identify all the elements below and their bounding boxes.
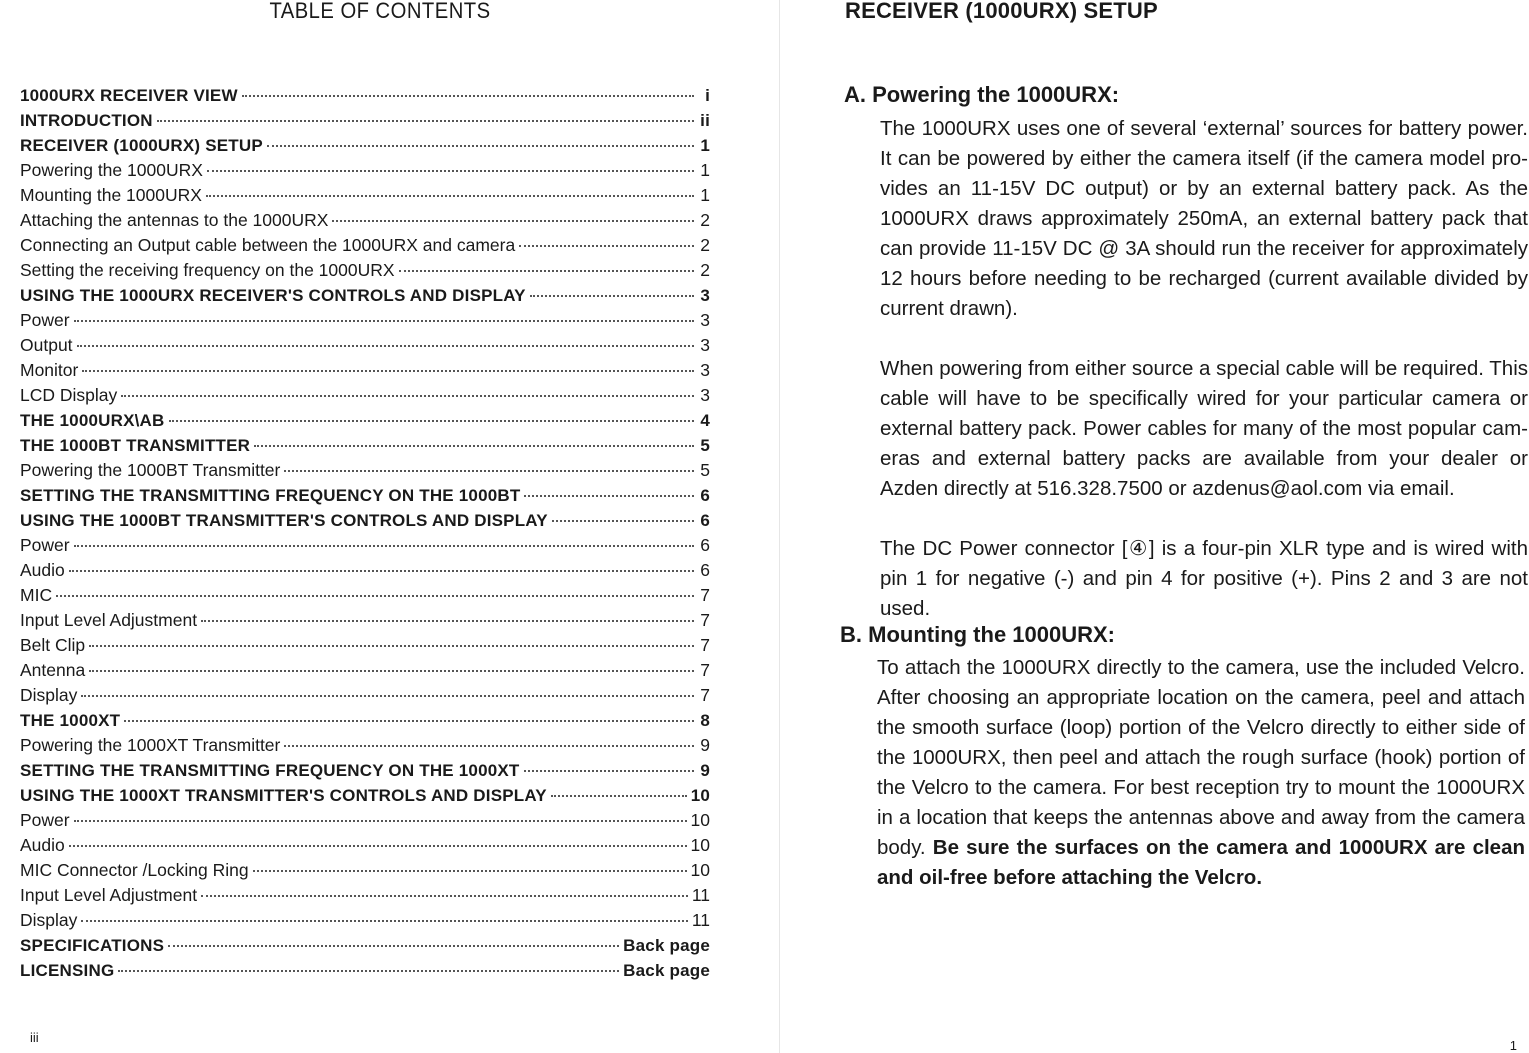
toc-leader-dots: [118, 969, 619, 972]
toc-leader-dots: [77, 344, 694, 347]
toc-entry-page: 5: [700, 460, 710, 480]
toc-entry: [20, 908, 710, 933]
toc-entry-label: Antenna: [20, 660, 86, 680]
toc-entry-page: 9: [700, 735, 710, 755]
toc-entry: [20, 133, 710, 158]
section-a-paragraph-1: The 1000URX uses one of several ‘external’ sources for battery power. It can be powered by either the camera itself (if the camera model pro-vides an 11-15V DC output) or by an external battery pack. As the 1000URX draws approximately 250mA, an external battery pack that can provide 11-15V DC @ 3A should run the receiver for approximately 12 hours before needing to be recharged (current available divided by current drawn).: [880, 117, 1528, 320]
toc-leader-dots: [332, 219, 694, 222]
page-number-left: iii: [30, 1030, 39, 1045]
toc-entry-page: 10: [690, 835, 710, 855]
toc-entry-label: Audio: [20, 835, 65, 855]
toc-entry: [20, 508, 710, 533]
toc-entry-label: THE 1000BT TRANSMITTER: [20, 436, 251, 455]
toc-entry: [20, 258, 710, 283]
toc-entry: [20, 633, 710, 658]
toc-leader-dots: [121, 394, 694, 397]
toc-entry-label: Attaching the antennas to the 1000URX: [20, 210, 329, 230]
toc-entry-label: THE 1000XT: [20, 711, 121, 730]
toc-entry: [20, 658, 710, 683]
toc-entry-page: i: [705, 86, 710, 105]
toc-entry-page: 6: [700, 486, 710, 505]
toc-entry: [20, 933, 710, 958]
toc-entry-page: 10: [690, 810, 710, 830]
toc-entry-label: Display: [20, 685, 78, 705]
toc-entry-page: 6: [700, 560, 710, 580]
toc-entry-label: Powering the 1000URX: [20, 160, 203, 180]
toc-entry-page: 7: [700, 685, 710, 705]
toc-entry: [20, 808, 710, 833]
toc-entry: [20, 883, 710, 908]
section-b-paragraph: [877, 653, 1525, 893]
toc-leader-dots: [254, 444, 694, 447]
toc-entry: [20, 608, 710, 633]
toc-entry-label: LCD Display: [20, 385, 118, 405]
toc-leader-dots: [519, 244, 694, 247]
toc-entry: [20, 833, 710, 858]
toc-entry: [20, 433, 710, 458]
toc-leader-dots: [169, 419, 694, 422]
toc-leader-dots: [524, 494, 694, 497]
toc-entry: [20, 208, 710, 233]
toc-leader-dots: [284, 744, 694, 747]
toc-leader-dots: [399, 269, 694, 272]
toc-entry-page: 7: [700, 610, 710, 630]
toc-leader-dots: [56, 594, 694, 597]
right-page: [780, 0, 1529, 1053]
toc-leader-dots: [524, 769, 694, 772]
toc-entry-page: 11: [691, 885, 710, 905]
section-a-paragraph-3: The DC Power connector [④] is a four-pin XLR type and is wired with pin 1 for negative (-) and pin 4 for positive (+). Pins 2 and 3 are not used.: [880, 537, 1528, 620]
toc-entry-page: 10: [690, 786, 710, 805]
toc-leader-dots: [168, 944, 619, 947]
toc-leader-dots: [201, 619, 694, 622]
toc-entry-label: Connecting an Output cable between the 1000URX and camera: [20, 235, 516, 255]
toc-leader-dots: [82, 369, 694, 372]
toc-entry-page: 2: [700, 235, 710, 255]
toc-entry-label: SPECIFICATIONS: [20, 936, 165, 955]
toc-leader-dots: [207, 169, 694, 172]
toc-entry-page: 10: [690, 860, 710, 880]
toc-list: [20, 83, 710, 983]
toc-entry: [20, 683, 710, 708]
toc-entry-label: Input Level Adjustment: [20, 610, 198, 630]
toc-entry: [20, 358, 710, 383]
toc-leader-dots: [253, 869, 687, 872]
toc-entry-page: 8: [700, 711, 710, 730]
toc-entry-page: 6: [700, 535, 710, 555]
toc-entry-page: 1: [700, 160, 710, 180]
toc-leader-dots: [74, 319, 694, 322]
toc-entry-label: Powering the 1000BT Transmitter: [20, 460, 281, 480]
toc-entry-label: Input Level Adjustment: [20, 885, 198, 905]
toc-entry-label: INTRODUCTION: [20, 111, 153, 130]
toc-entry: [20, 733, 710, 758]
toc-entry: [20, 333, 710, 358]
toc-entry-page: 3: [700, 360, 710, 380]
toc-leader-dots: [530, 294, 694, 297]
page-number-right: 1: [1509, 1038, 1517, 1053]
toc-leader-dots: [74, 819, 687, 822]
toc-entry: [20, 83, 710, 108]
toc-entry-page: 7: [700, 635, 710, 655]
toc-entry-label: MIC: [20, 585, 53, 605]
toc-entry-label: SETTING THE TRANSMITTING FREQUENCY ON THE 1000XT: [20, 761, 520, 780]
toc-leader-dots: [89, 644, 694, 647]
toc-entry-label: Power: [20, 810, 70, 830]
toc-entry-page: 4: [700, 411, 710, 430]
toc-entry-label: THE 1000URX\AB: [20, 411, 165, 430]
toc-leader-dots: [157, 119, 694, 122]
toc-entry-label: Setting the receiving frequency on the 1000URX: [20, 260, 395, 280]
toc-entry: [20, 308, 710, 333]
toc-leader-dots: [81, 919, 687, 922]
toc-entry-label: USING THE 1000XT TRANSMITTER'S CONTROLS AND DISPLAY: [20, 786, 547, 805]
toc-entry: [20, 858, 710, 883]
toc-leader-dots: [89, 669, 694, 672]
toc-entry-label: Monitor: [20, 360, 79, 380]
toc-leader-dots: [81, 694, 694, 697]
toc-entry-label: USING THE 1000URX RECEIVER'S CONTROLS AND DISPLAY: [20, 286, 526, 305]
toc-entry-label: Belt Clip: [20, 635, 86, 655]
toc-entry-page: 7: [700, 585, 710, 605]
toc-entry-label: Power: [20, 310, 70, 330]
toc-entry-label: USING THE 1000BT TRANSMITTER'S CONTROLS AND DISPLAY: [20, 511, 548, 530]
toc-entry: [20, 958, 710, 983]
toc-entry-label: Power: [20, 535, 70, 555]
toc-leader-dots: [267, 144, 694, 147]
toc-entry-page: 3: [700, 335, 710, 355]
toc-entry: [20, 558, 710, 583]
toc-entry-page: 3: [700, 286, 710, 305]
toc-entry-page: 3: [700, 310, 710, 330]
toc-entry-label: Audio: [20, 560, 65, 580]
page-header: RECEIVER (1000URX) SETUP: [845, 0, 1158, 23]
toc-entry: [20, 183, 710, 208]
section-b-heading: B. Mounting the 1000URX:: [840, 622, 1116, 647]
toc-entry-page: Back page: [623, 936, 710, 955]
toc-entry: [20, 458, 710, 483]
toc-entry: [20, 383, 710, 408]
toc-entry-page: 9: [700, 761, 710, 780]
section-a-paragraph-2: When powering from either source a special cable will be required. This cable will have to be specifically wired for your particular camera or external battery pack. Power cables for many of the most popular cam-eras and external battery packs are available from your dealer or Azden directly at 516.328.7500 or azdenus@aol.com via email.: [880, 357, 1528, 500]
toc-entry-label: LICENSING: [20, 961, 115, 980]
toc-entry-page: 3: [700, 385, 710, 405]
toc-leader-dots: [201, 894, 688, 897]
section-a-heading: A. Powering the 1000URX:: [844, 82, 1120, 107]
toc-entry: [20, 708, 710, 733]
toc-entry: [20, 283, 710, 308]
toc-entry-page: 1: [700, 185, 710, 205]
toc-leader-dots: [206, 194, 694, 197]
toc-entry-page: 2: [700, 260, 710, 280]
toc-entry-page: 1: [700, 136, 710, 155]
toc-entry-page: Back page: [623, 961, 710, 980]
toc-entry: [20, 408, 710, 433]
toc-entry-page: 5: [700, 436, 710, 455]
toc-entry-page: 11: [691, 910, 710, 930]
toc-entry-page: 6: [700, 511, 710, 530]
toc-entry-label: SETTING THE TRANSMITTING FREQUENCY ON THE 1000BT: [20, 486, 521, 505]
toc-entry-label: MIC Connector /Locking Ring: [20, 860, 249, 880]
toc-entry-label: RECEIVER (1000URX) SETUP: [20, 136, 263, 155]
toc-leader-dots: [69, 569, 694, 572]
section-b-warning: Be sure the surfaces on the camera and 1000URX are clean and oil-free before attaching the Velcro.: [877, 836, 1525, 889]
toc-entry-label: Display: [20, 910, 78, 930]
toc-leader-dots: [69, 844, 687, 847]
toc-entry: [20, 758, 710, 783]
toc-leader-dots: [124, 719, 694, 722]
toc-entry-page: ii: [700, 111, 710, 130]
toc-entry-label: 1000URX RECEIVER VIEW: [20, 86, 238, 105]
toc-leader-dots: [552, 519, 694, 522]
toc-entry: [20, 233, 710, 258]
toc-entry-label: Mounting the 1000URX: [20, 185, 202, 205]
toc-entry-label: Powering the 1000XT Transmitter: [20, 735, 281, 755]
toc-entry: [20, 533, 710, 558]
toc-title: TABLE OF CONTENTS: [269, 0, 491, 23]
toc-entry: [20, 483, 710, 508]
toc-leader-dots: [242, 94, 694, 97]
toc-entry-page: 7: [700, 660, 710, 680]
toc-leader-dots: [551, 794, 687, 797]
toc-leader-dots: [284, 469, 694, 472]
toc-entry-label: Output: [20, 335, 73, 355]
toc-entry: [20, 158, 710, 183]
section-b-text: To attach the 1000URX directly to the camera, use the included Velcro. After choosing an appropriate location on the camera, peel and attach the smooth surface (loop) portion of the Velcro directly to either side of the 1000URX, then peel and attach the rough surface (hook) portion of the Velcro to the camera. For best reception try to mount the 1000URX in a location that keeps the antennas above and away from the camera body.: [877, 656, 1525, 859]
toc-leader-dots: [74, 544, 694, 547]
toc-entry: [20, 108, 710, 133]
toc-entry-page: 2: [700, 210, 710, 230]
toc-entry: [20, 583, 710, 608]
toc-entry: [20, 783, 710, 808]
